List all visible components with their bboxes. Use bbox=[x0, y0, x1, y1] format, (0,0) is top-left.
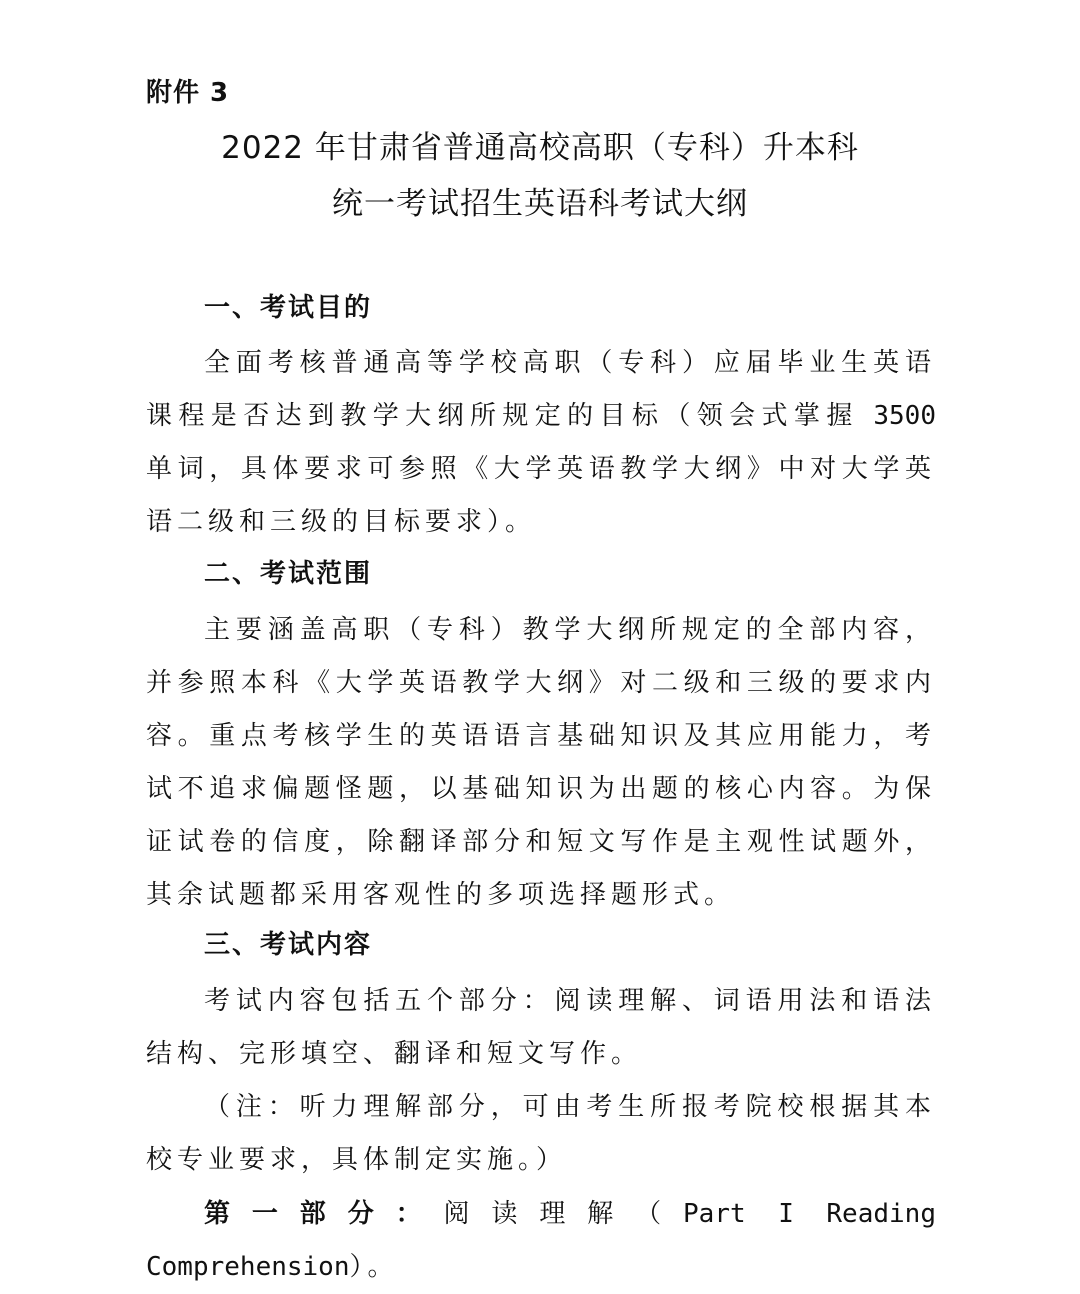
part-one-english: Part I Reading Comprehension bbox=[146, 1199, 936, 1282]
part-one-close: ）。 bbox=[349, 1252, 399, 1282]
section-heading-purpose: 一、考试目的 bbox=[204, 293, 373, 323]
section-paragraph-content: 考试内容包括五个部分：阅读理解、词语用法和语法结构、完形填空、翻译和短文写作。 bbox=[146, 986, 936, 1069]
part-one-name: 阅读理解（ bbox=[443, 1199, 684, 1229]
part-one-line bbox=[146, 1188, 936, 1294]
section-note: （注：听力理解部分，可由考生所报考院校根据其本校专业要求，具体制定实施。） bbox=[146, 1092, 936, 1175]
attachment-label: 附件 3 bbox=[146, 78, 230, 108]
section-heading-content: 三、考试内容 bbox=[204, 930, 373, 960]
purpose-text-b: 单词，具体要求可参照《大学英语教学大纲》中对大学英语二级和三级的目标要求）。 bbox=[146, 454, 936, 537]
section-heading-scope: 二、考试范围 bbox=[204, 559, 373, 589]
section-paragraph-scope: 主要涵盖高职（专科）教学大纲所规定的全部内容，并参照本科《大学英语教学大纲》对二级和三级的要求内容。重点考核学生的英语语言基础知识及其应用能力，考试不追求偏题怪题，以基础知识为出题的核心内容。为保证试卷的信度，除翻译部分和短文写作是主观性试题外，其余试题都采用客观性的多项选择题形式。 bbox=[146, 615, 936, 910]
purpose-text-a: 全面考核普通高等学校高职（专科）应届毕业生英语课程是否达到教学大纲所规定的目标（领会式掌握 bbox=[146, 348, 936, 431]
document-title-line2: 统一考试招生英语科考试大纲 bbox=[332, 186, 748, 222]
document-title-line1: 2022 年甘肃省普通高校高职（专科）升本科 bbox=[221, 130, 859, 166]
section-paragraph-purpose bbox=[146, 337, 936, 549]
part-one-label: 第一部分： bbox=[204, 1199, 444, 1229]
vocab-count: 3500 bbox=[873, 401, 936, 431]
